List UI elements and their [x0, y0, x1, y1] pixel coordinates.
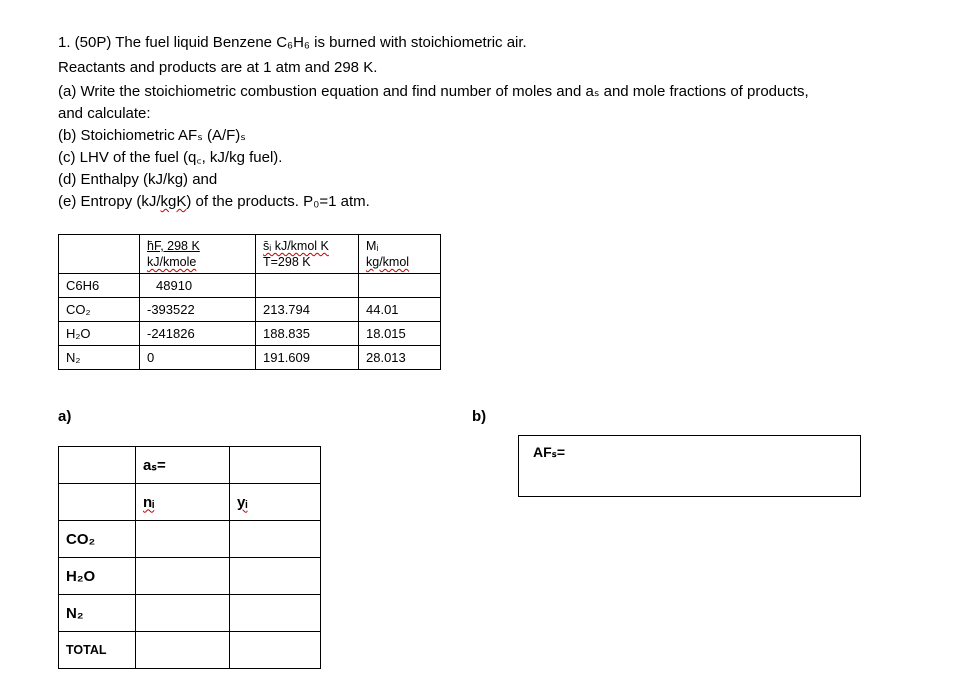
- hf-cell: -393522: [140, 298, 256, 322]
- table-row: [59, 274, 441, 298]
- part-c-text: (c) LHV of the fuel (q꜀, kJ/kg fuel).: [58, 149, 283, 166]
- m-cell: 18.015: [359, 322, 441, 346]
- problem-conditions: Reactants and products are at 1 atm and 298 K.: [58, 59, 378, 76]
- yi-label: yᵢ: [237, 493, 248, 511]
- ni-input-cell[interactable]: [136, 632, 230, 669]
- table-row: [59, 632, 321, 669]
- s-cell: 191.609: [256, 346, 359, 370]
- part-b-table: [518, 435, 861, 497]
- ni-input-cell[interactable]: [136, 521, 230, 558]
- part-e-pre: (e) Entropy (kJ/: [58, 193, 161, 210]
- part-b-label: b): [472, 408, 487, 425]
- m-cell: 28.013: [359, 346, 441, 370]
- table-row: [59, 558, 321, 595]
- part-a-label: a): [58, 408, 72, 425]
- header-s: [256, 235, 359, 274]
- species-cell: CO₂: [59, 521, 136, 558]
- header-hf-line1: h̄F, 298 K: [147, 239, 200, 253]
- total-cell: TOTAL: [59, 632, 136, 669]
- species-cell: H₂O: [59, 558, 136, 595]
- table-row: [59, 484, 321, 521]
- header-m: [359, 235, 441, 274]
- empty-cell: [230, 447, 321, 484]
- header-m-line1: Mᵢ: [366, 239, 379, 253]
- yi-input-cell[interactable]: [230, 595, 321, 632]
- part-e-unit: kgK: [160, 193, 187, 210]
- part-d-text: (d) Enthalpy (kJ/kg) and: [58, 171, 218, 188]
- af-cell[interactable]: AFₛ=: [519, 436, 861, 497]
- ni-label: nᵢ: [143, 493, 155, 511]
- hf-cell: -241826: [140, 322, 256, 346]
- yi-input-cell[interactable]: [230, 632, 321, 669]
- s-cell: 188.835: [256, 322, 359, 346]
- problem-title: 1. (50P) The fuel liquid Benzene C₆H₆ is burned with stoichiometric air.: [58, 34, 527, 51]
- hf-cell: 0: [140, 346, 256, 370]
- part-e-post: ) of the products. P₀=1 atm.: [186, 193, 370, 210]
- table-row: [59, 298, 441, 322]
- yi-input-cell[interactable]: [230, 521, 321, 558]
- table-row: [59, 346, 441, 370]
- table-row: [59, 595, 321, 632]
- ni-label-cell: [136, 484, 230, 521]
- part-b-text: (b) Stoichiometric AFₛ (A/F)ₛ: [58, 127, 246, 144]
- property-table: [58, 234, 441, 370]
- m-cell: [359, 274, 441, 298]
- species-cell: H₂O: [59, 322, 140, 346]
- yi-label-cell: [230, 484, 321, 521]
- as-label-cell: aₛ=: [136, 447, 230, 484]
- empty-cell: [59, 447, 136, 484]
- header-m-line2: kg/kmol: [366, 255, 410, 269]
- header-hf-line2: kJ/kmole: [147, 255, 197, 269]
- header-s-line2: T=298 K: [263, 255, 311, 269]
- part-e-text: [58, 192, 370, 212]
- part-a-table: [58, 446, 321, 669]
- hf-cell: 48910: [140, 274, 256, 298]
- species-cell: N₂: [59, 595, 136, 632]
- part-a-text-line1: (a) Write the stoichiometric combustion equation and find number of moles and aₛ and mole fractions of products,: [58, 83, 809, 100]
- m-cell: 44.01: [359, 298, 441, 322]
- table-row: [519, 436, 861, 497]
- species-cell: N₂: [59, 346, 140, 370]
- table-row: [59, 447, 321, 484]
- empty-cell: [59, 484, 136, 521]
- s-cell: [256, 274, 359, 298]
- yi-input-cell[interactable]: [230, 558, 321, 595]
- header-species: [59, 235, 140, 274]
- header-hf: [140, 235, 256, 274]
- species-cell: CO₂: [59, 298, 140, 322]
- part-a-text-line2: and calculate:: [58, 105, 151, 122]
- property-table-header: [59, 235, 441, 274]
- s-cell: 213.794: [256, 298, 359, 322]
- table-row: [59, 521, 321, 558]
- ni-input-cell[interactable]: [136, 558, 230, 595]
- header-s-line1: s̄ᵢ kJ/kmol K: [263, 239, 329, 253]
- ni-input-cell[interactable]: [136, 595, 230, 632]
- species-cell: C6H6: [59, 274, 140, 298]
- table-row: [59, 322, 441, 346]
